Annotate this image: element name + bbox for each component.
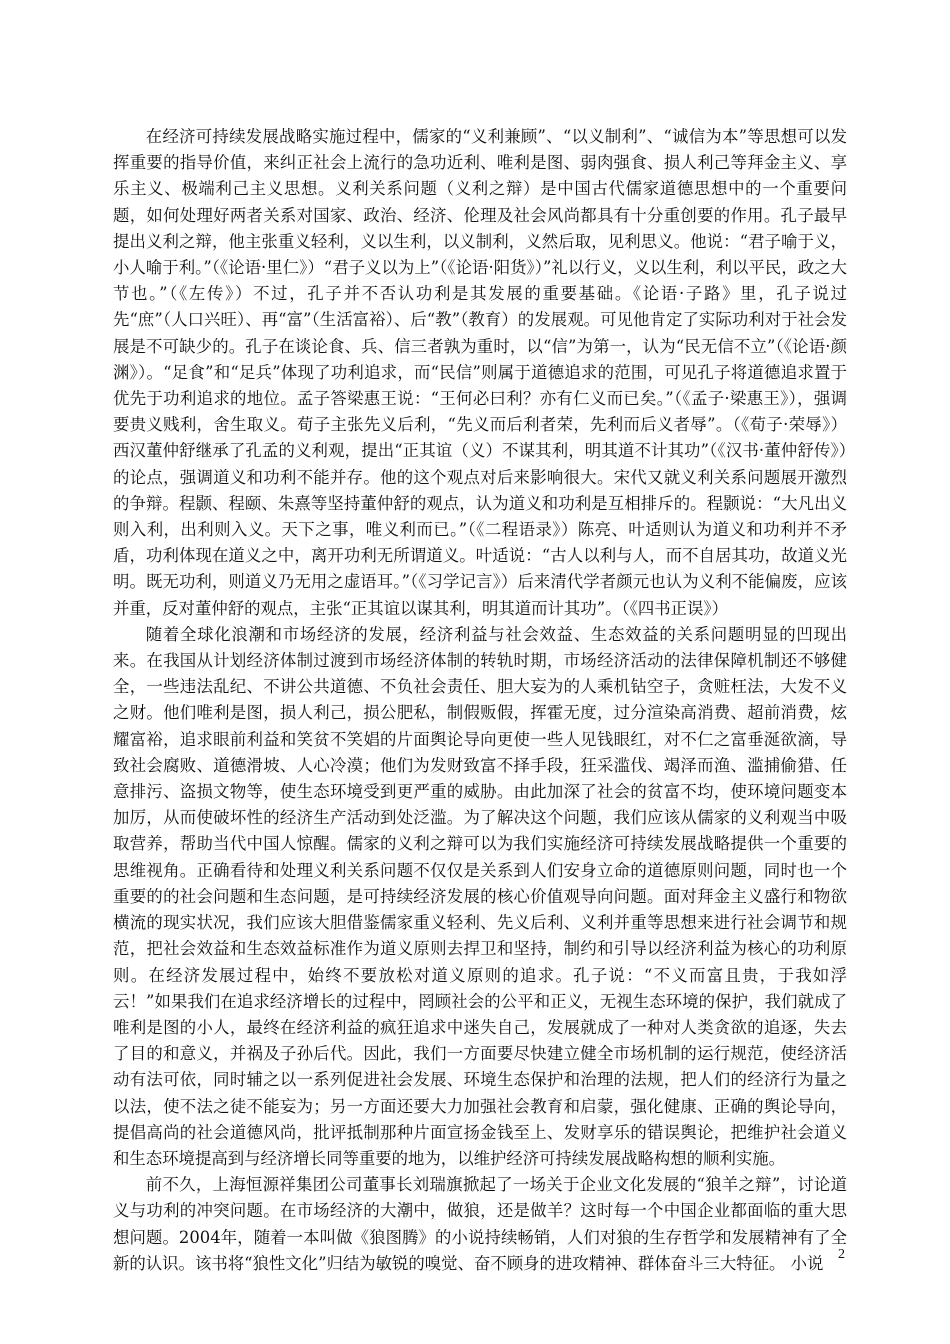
document-body — [113, 124, 847, 1277]
paragraph-2: 随着全球化浪潮和市场经济的发展，经济利益与社会效益、生态效益的关系问题明显的凹现出来。在我国从计划经济体制过渡到市场经济体制的转轨时期，市场经济活动的法律保障机制还不够健全，一些违法乱纪、不讲公共道德、不负社会责任、胆大妄为的人乘机钻空子，贪赃枉法，大发不义之财。他们唯利是图，损人利己，损公肥私，制假贩假，挥霍无度，过分渲染高消费、超前消费，炫耀富裕，追求眼前利益和笑贫不笑娼的片面舆论导向更使一些人见钱眼红，对不仁之富垂涎欲滴，导致社会腐败、道德滑坡、人心冷漠；他们为发财致富不择手段，狂采滥伐、竭泽而渔、滥捕偷猎、任意排污、盗损文物等，使生态环境受到更严重的威胁。由此加深了社会的贫富不均，使环境问题变本加厉，从而使破坏性的经济生产活动到处泛滥。为了解决这个问题，我们应该从儒家的义利观当中吸取营养，帮助当代中国人惊醒。儒家的义利之辩可以为我们实施经济可持续发展战略提供一个重要的思维视角。正确看待和处理义利关系问题不仅仅是关系到人们安身立命的道德原则问题，同时也一个重要的的社会问题和生态问题，是可持续经济发展的核心价值观导向问题。面对拜金主义盛行和物欲横流的现实状况，我们应该大胆借鉴儒家重义轻利、先义后利、义利并重等思想来进行社会调节和规范，把社会效益和生态效益标准作为道义原则去捍卫和坚持，制约和引导以经济利益为核心的功利原则。在经济发展过程中，始终不要放松对道义原则的追求。孔子说：“不义而富且贵，于我如浮云！”如果我们在追求经济增长的过程中，罔顾社会的公平和正义，无视生态环境的保护，我们就成了唯利是图的小人，最终在经济利益的疯狂追求中迷失自己，发展就成了一种对人类贪欲的追逐，失去了目的和意义，并祸及子孙后代。因此，我们一方面要尽快建立健全市场机制的运行规范，使经济活动有法可依，同时辅之以一系列促进社会发展、环境生态保护和治理的法规，把人们的经济行为量之以法，使不法之徒不能妄为；另一方面还要大力加强社会教育和启蒙，强化健康、正确的舆论导向，提倡高尚的社会道德风尚，批评抵制那种片面宣扬金钱至上、发财享乐的错误舆论，把维护社会道义和生态环境提高到与经济增长同等重要的地为，以维护经济可持续发展战略构想的顺利实施。 — [113, 624, 847, 1168]
paragraph-3: 前不久，上海恒源祥集团公司董事长刘瑞旗掀起了一场关于企业文化发展的“狼羊之辩”，讨论道义与功利的冲突问题。在市场经济的大潮中，做狼，还是做羊？这时每一个中国企业都面临的重大思想问题。2004年，随着一本叫做《狼图腾》的小说持续畅销，人们对狼的生存哲学和发展精神有了全新的认识。该书将“狼性文化”归结为敏锐的嗅觉、奋不顾身的进攻精神、群体奋斗三大特征。 小说 — [113, 1175, 847, 1273]
paragraph-1: 在经济可持续发展战略实施过程中，儒家的“义利兼顾”、“以义制利”、“诚信为本”等思想可以发挥重要的指导价值，来纠正社会上流行的急功近利、唯利是图、弱肉强食、损人利己等拜金主义、享乐主义、极端利己主义思想。义利关系问题（义利之辩）是中国古代儒家道德思想中的一个重要问题，如何处理好两者关系对国家、政治、经济、伦理及社会风尚都具有十分重创要的作用。孔子最早提出义利之辩，他主张重义轻利，义以生利，以义制利，义然后取，见利思义。他说：“君子喻于义，小人喻于利。”（《论语·里仁》）“君子义以为上”（《论语·阳货》）”礼以行义，义以生利，利以平民，政之大节也。”（《左传》）不过，孔子并不否认功利是其发展的重要基础。《论语·子路》里，孔子说过先“庶”（人口兴旺）、再“富”（生活富裕）、后“教”（教育）的发展观。可见他肯定了实际功利对于社会发展是不可缺少的。孔子在谈论食、兵、信三者孰为重时，以“信”为第一，认为“民无信不立”（《论语·颜渊》）。“足食”和“足兵”体现了功利追求，而“民信”则属于道德追求的范围，可见孔子将道德追求置于优先于功利追求的地位。孟子答梁惠王说：“王何必曰利？亦有仁义而已矣。”（《孟子·梁惠王》），强调要贵义贱利，舍生取义。荀子主张先义后利，“先义而后利者荣，先利而后义者辱”。（《荀子·荣辱》）西汉董仲舒继承了孔孟的义利观，提出“正其谊（义）不谋其利，明其道不计其功”（《汉书·董仲舒传》）的论点，强调道义和功利不能并存。他的这个观点对后来影响很大。宋代又就义利关系问题展开激烈的争辩。程颢、程颐、朱熹等坚持董仲舒的观点，认为道义和功利是互相排斥的。程颢说：“大凡出义则入利，出利则入义。天下之事，唯义利而已。”（《二程语录》）陈亮、叶适则认为道义和功利并不矛盾，功利体现在道义之中，离开功利无所谓道义。叶适说：“古人以利与人，而不自居其功，故道义光明。既无功利，则道义乃无用之虚语耳。”（《习学记言》）后来清代学者颜元也认为义利不能偏废，应该并重，反对董仲舒的观点，主张“正其谊以谋其利，明其道而计其功”。（《四书正误》） — [113, 127, 847, 618]
page-number: 2 — [838, 1247, 845, 1262]
